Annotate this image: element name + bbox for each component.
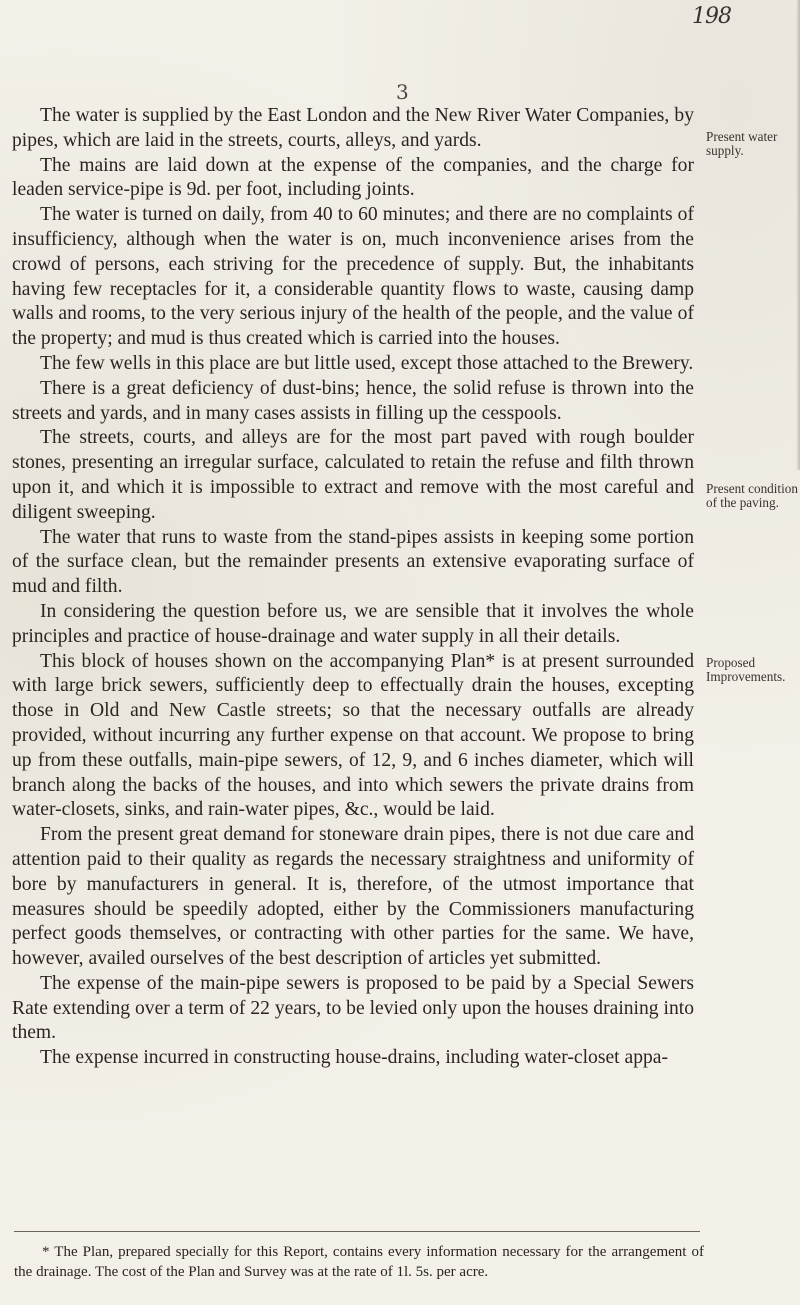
paragraph-sewers-plan: This block of houses shown on the accompanying Plan* is at present surrounded with large brick sewers, sufficiently deep to effectually drain the houses, excepting those in Old and New Castle streets; so that the necessary outfalls are already provided, without incurring any further expense on that account. We propose to bring up from these outfalls, main-pipe sewers, of 12, 9, and 6 inches diameter, which will branch along the backs of the houses, and into which sewers the private drains from water-closets, sinks, and rain-water pipes, &c., would be laid.	[12, 650, 694, 821]
paragraph-paving: The streets, courts, and alleys are for the most part paved with rough boulder stones, presenting an irregular surface, calculated to retain the refuse and filth thrown upon it, and which it is impossible to extract and remove with the most careful and diligent sweeping.	[12, 427, 694, 523]
paragraph-drain-pipes: From the present great demand for stoneware drain pipes, there is not due care and attention paid to their quality as regards the necessary straightness and uniformity of bore by manufacturers in general. It is, therefore, of the utmost importance that measures should be speedily adopted, either by the Commissioners manufacturing perfect goods themselves, or contracting with other parties for the same. We have, however, availed ourselves of the best description of articles yet submitted.	[12, 824, 694, 970]
page-number: 3	[396, 80, 409, 104]
page-edge-shadow	[796, 0, 800, 470]
margin-note-paving: Present condition of the paving.	[706, 481, 798, 510]
margin-note-improvements: Proposed Improvements.	[706, 655, 786, 684]
body-text	[12, 104, 694, 1071]
paragraph-wells: The few wells in this place are but little used, except those attached to the Brewery.	[40, 352, 694, 374]
paragraph-mains: The mains are laid down at the expense of the companies, and the charge for leaden service-pipe is 9d. per foot, including joints.	[12, 154, 694, 201]
paragraph-stand-pipes: The water that runs to waste from the stand-pipes assists in keeping some portion of the surface clean, but the remainder presents an extensive evaporating surface of mud and filth.	[12, 526, 694, 598]
footnote	[14, 1242, 704, 1282]
handwritten-page-mark: 198	[692, 4, 731, 29]
paragraph-sewers-rate: The expense of the main-pipe sewers is proposed to be paid by a Special Sewers Rate extending over a term of 22 years, to be levied only upon the houses draining into them.	[12, 972, 694, 1044]
paragraph-dust-bins: There is a great deficiency of dust-bins; hence, the solid refuse is thrown into the streets and yards, and in many cases assists in filling up the cesspools.	[12, 377, 694, 424]
paragraph-water-schedule: The water is turned on daily, from 40 to 60 minutes; and there are no complaints of insufficiency, although when the water is on, much inconvenience arises from the crowd of persons, each striving for the precedence of supply. But, the inhabitants having few receptacles for it, a considerable quantity flows to waste, causing damp walls and rooms, to the very serious injury of the health of the people, and the value of the property; and mud is thus created which is carried into the houses.	[12, 204, 694, 350]
margin-note-water-supply: Present water supply.	[706, 129, 778, 158]
footnote-divider	[14, 1231, 700, 1232]
paragraph-water-supply: The water is supplied by the East London and the New River Water Companies, by pipes, which are laid in the streets, courts, alleys, and yards.	[12, 105, 694, 151]
paragraph-question: In considering the question before us, we are sensible that it involves the whole principles and practice of house-drainage and water supply in all their details.	[12, 600, 694, 647]
paragraph-house-drains: The expense incurred in constructing house-drains, including water-closet appa-	[40, 1047, 669, 1069]
footnote-text: * The Plan, prepared specially for this Report, contains every information necessary for the arrangement of the drainage. The cost of the Plan and Survey was at the rate of 1l. 5s. per acre.	[14, 1244, 704, 1280]
